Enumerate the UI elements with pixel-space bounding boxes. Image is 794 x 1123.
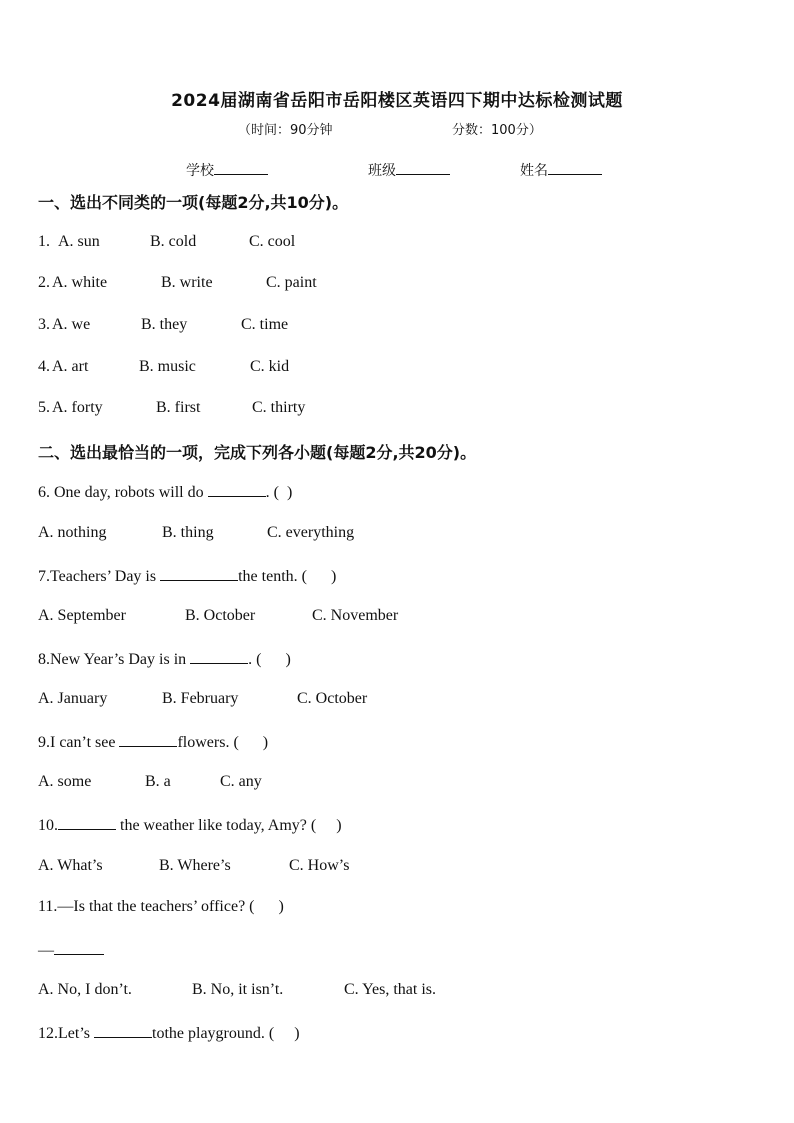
- q8-option-b[interactable]: B. February: [162, 690, 239, 707]
- class-field[interactable]: [368, 160, 450, 180]
- q9-option-c[interactable]: C. any: [220, 773, 262, 790]
- question-stem: 6. One day, robots will do: [38, 484, 208, 501]
- school-label: 学校: [186, 163, 214, 179]
- q1-option-a[interactable]: A. sun: [58, 233, 100, 250]
- question-2: [38, 274, 50, 292]
- page-title: 2024届湖南省岳阳市岳阳楼区英语四下期中达标检测试题: [171, 91, 623, 111]
- reply-dash: —: [38, 942, 54, 959]
- q7-option-b[interactable]: B. October: [185, 607, 256, 624]
- q10-option-b[interactable]: B. Where’s: [159, 857, 231, 874]
- q9-option-b[interactable]: B. a: [145, 773, 171, 790]
- question-stem-end: the tenth. (: [238, 568, 307, 585]
- section-2-heading: 二、选出最恰当的一项，完成下列各小题(每题2分,共20分)。: [38, 443, 477, 462]
- q5-option-b[interactable]: B. first: [156, 399, 201, 416]
- question-stem: 7.Teachers’ Day is: [38, 568, 161, 585]
- q2-option-c[interactable]: C. paint: [266, 274, 317, 291]
- q5-option-c[interactable]: C. thirty: [252, 399, 306, 416]
- question-12: [38, 1023, 300, 1043]
- q8-option-a[interactable]: A. January: [38, 690, 108, 707]
- q1-option-b[interactable]: B. cold: [150, 233, 197, 250]
- question-4: [38, 358, 50, 376]
- answer-blank[interactable]: [54, 940, 104, 955]
- q3-option-c[interactable]: C. time: [241, 316, 289, 333]
- q11-option-b[interactable]: B. No, it isn’t.: [192, 981, 284, 998]
- q6-option-b[interactable]: B. thing: [162, 524, 214, 541]
- question-7: [38, 566, 336, 586]
- q3-option-b[interactable]: B. they: [141, 316, 188, 333]
- q10-option-a[interactable]: A. What’s: [38, 857, 103, 874]
- question-stem: 9.I can’t see: [38, 734, 120, 751]
- question-stem: 8.New Year’s Day is in: [38, 651, 191, 668]
- q6-option-c[interactable]: C. everything: [267, 524, 355, 541]
- q7-option-c[interactable]: C. November: [312, 607, 399, 624]
- q7-option-a[interactable]: A. September: [38, 607, 126, 624]
- school-field[interactable]: [186, 160, 268, 180]
- question-3: [38, 316, 50, 334]
- q5-option-a[interactable]: A. forty: [52, 399, 103, 416]
- question-number: 1.: [38, 233, 50, 250]
- question-number: 3.: [38, 316, 50, 333]
- name-blank[interactable]: [548, 160, 602, 175]
- question-number: 4.: [38, 358, 50, 375]
- question-stem: 12.Let’s: [38, 1025, 94, 1042]
- q1-option-c[interactable]: C. cool: [249, 233, 296, 250]
- answer-paren[interactable]: ): [286, 484, 293, 501]
- question-stem-end: tothe playground. (: [152, 1025, 275, 1042]
- section-1-heading: 一、选出不同类的一项(每题2分,共10分)。: [38, 193, 349, 212]
- question-stem-end: the weather like today, Amy? (: [116, 817, 317, 834]
- answer-blank[interactable]: [160, 566, 238, 581]
- question-number: 5.: [38, 399, 50, 416]
- q4-option-a[interactable]: A. art: [52, 358, 89, 375]
- question-5: [38, 399, 50, 417]
- q2-option-b[interactable]: B. write: [161, 274, 213, 291]
- question-stem-end: . (: [248, 651, 262, 668]
- answer-blank[interactable]: [58, 815, 116, 830]
- question-8: [38, 649, 291, 669]
- q11-option-c[interactable]: C. Yes, that is.: [344, 981, 437, 998]
- answer-paren[interactable]: ): [294, 1025, 300, 1042]
- answer-paren[interactable]: ): [278, 898, 284, 915]
- answer-paren[interactable]: ): [285, 651, 291, 668]
- exam-score: 分数：100分）: [452, 123, 542, 138]
- question-9: [38, 732, 268, 752]
- q11-option-a[interactable]: A. No, I don’t.: [38, 981, 132, 998]
- q4-option-c[interactable]: C. kid: [250, 358, 290, 375]
- class-blank[interactable]: [396, 160, 450, 175]
- name-label: 姓名: [520, 163, 548, 179]
- answer-blank[interactable]: [208, 482, 266, 497]
- answer-paren[interactable]: ): [262, 734, 269, 751]
- q10-option-c[interactable]: C. How’s: [289, 857, 350, 874]
- question-number: 2.: [38, 274, 50, 291]
- q2-option-a[interactable]: A. white: [52, 274, 108, 291]
- answer-blank[interactable]: [94, 1023, 152, 1038]
- question-11: [38, 898, 284, 916]
- exam-time: （时间：90分钟: [238, 123, 333, 138]
- q11-reply: [38, 940, 104, 960]
- q8-option-c[interactable]: C. October: [297, 690, 368, 707]
- answer-paren[interactable]: ): [330, 568, 337, 585]
- answer-blank[interactable]: [190, 649, 248, 664]
- q6-option-a[interactable]: A. nothing: [38, 524, 107, 541]
- name-field[interactable]: [520, 160, 602, 180]
- question-stem: 11.—Is that the teachers’ office? (: [38, 898, 255, 915]
- class-label: 班级: [368, 163, 396, 179]
- q9-option-a[interactable]: A. some: [38, 773, 92, 790]
- question-1: [38, 233, 50, 251]
- question-stem-end: flowers. (: [177, 734, 239, 751]
- q4-option-b[interactable]: B. music: [139, 358, 196, 375]
- question-stem-end: . (: [265, 484, 279, 501]
- school-blank[interactable]: [214, 160, 268, 175]
- question-6: [38, 482, 292, 502]
- q3-option-a[interactable]: A. we: [52, 316, 91, 333]
- answer-paren[interactable]: ): [336, 817, 342, 834]
- question-stem: 10.: [38, 817, 58, 834]
- question-10: [38, 815, 342, 835]
- answer-blank[interactable]: [119, 732, 177, 747]
